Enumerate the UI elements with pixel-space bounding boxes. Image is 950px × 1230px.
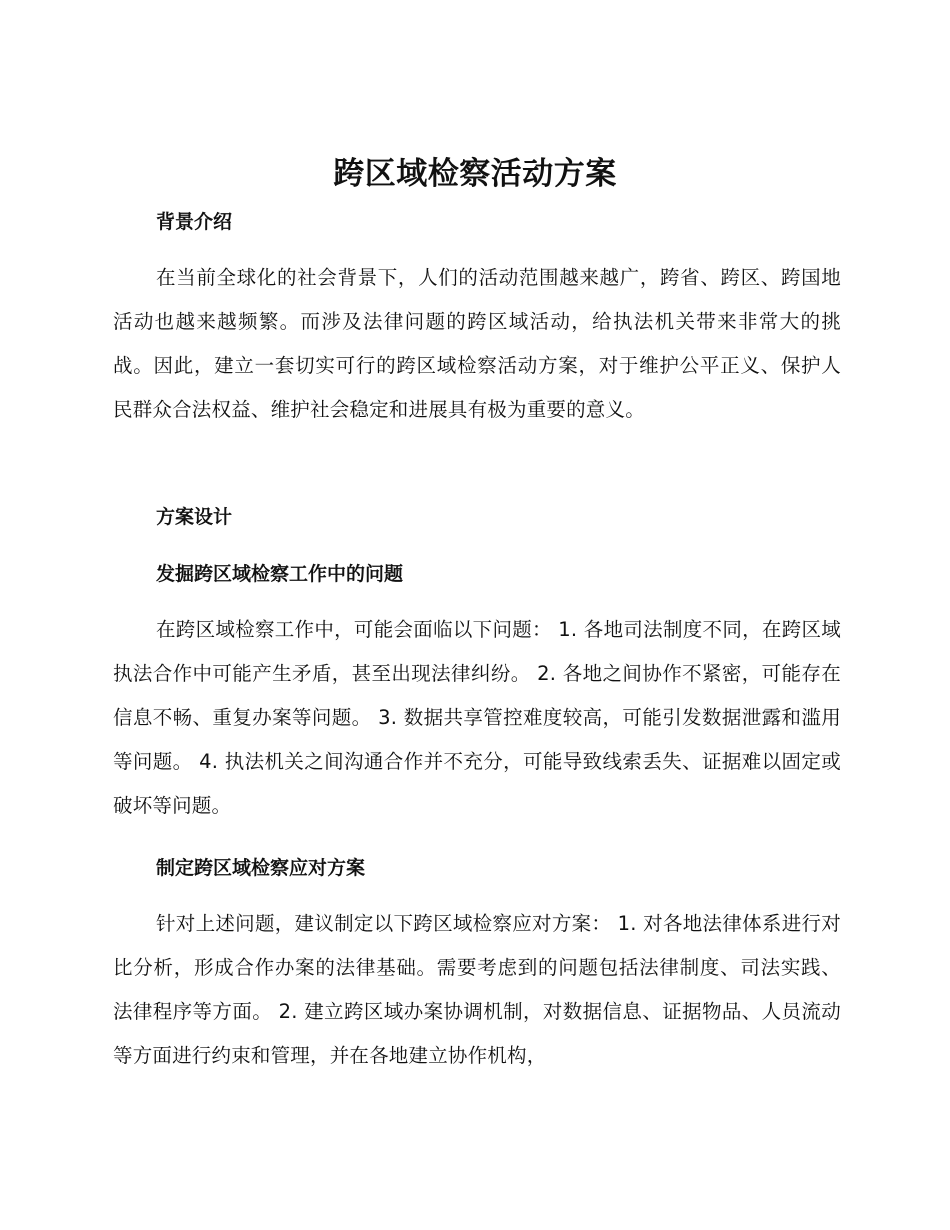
section-paragraph-identify-problems: 在跨区域检察工作中，可能会面临以下问题： 1. 各地司法制度不同，在跨区域执法合作中可能产生矛盾，甚至出现法律纠纷。 2. 各地之间协作不紧密，可能存在信息不畅、重复办案等问题。 3. 数据共享管控难度较高，可能引发数据泄露和滥用等问题。 4. 执法机关之间沟通合作并不充分，可能导致线索丢失、证据难以固定或破坏等问题。 bbox=[113, 618, 841, 817]
section-heading-background: 背景介绍 bbox=[156, 211, 233, 233]
section-heading-response-plan: 制定跨区域检察应对方案 bbox=[156, 857, 366, 879]
section-heading-plan-design: 方案设计 bbox=[156, 506, 233, 528]
section-paragraph-background: 在当前全球化的社会背景下，人们的活动范围越来越广，跨省、跨区、跨国地活动也越来越频繁。而涉及法律问题的跨区域活动，给执法机关带来非常大的挑战。因此，建立一套切实可行的跨区域检察活动方案，对于维护公平正义、保护人民群众合法权益、维护社会稳定和进展具有极为重要的意义。 bbox=[113, 266, 841, 421]
document-title: 跨区域检察活动方案 bbox=[333, 156, 617, 192]
section-paragraph-response-plan: 针对上述问题，建议制定以下跨区域检察应对方案： 1. 对各地法律体系进行对比分析，形成合作办案的法律基础。需要考虑到的问题包括法律制度、司法实践、法律程序等方面。 2. 建立跨区域办案协调机制，对数据信息、证据物品、人员流动等方面进行约束和管理，并在各地建立协作机构， bbox=[113, 912, 841, 1067]
section-heading-identify-problems: 发掘跨区域检察工作中的问题 bbox=[156, 563, 404, 585]
